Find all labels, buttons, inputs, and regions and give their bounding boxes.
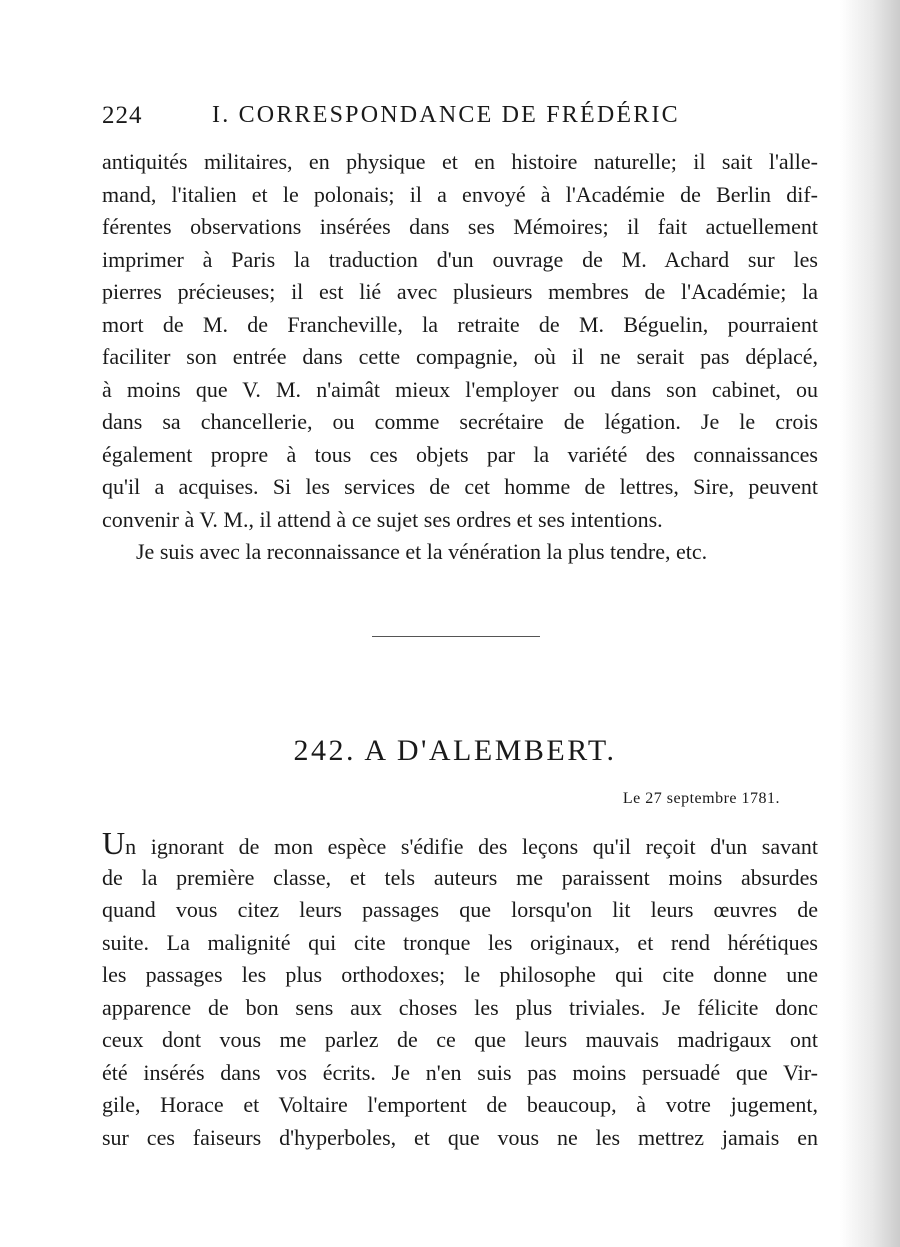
text-line: gile, Horace et Voltaire l'emportent de beaucoup, à votre jugement, <box>102 1092 818 1117</box>
closing-line: Je suis avec la reconnaissance et la vénération la plus tendre, etc. <box>136 539 708 564</box>
text-line: pierres précieuses; il est lié avec plusieurs membres de l'Académie; la <box>102 279 818 304</box>
text-line: à moins que V. M. n'aimât mieux l'employer ou dans son cabinet, ou <box>102 376 818 402</box>
text-line: imprimer à Paris la traduction d'un ouvrage de M. Achard sur les <box>102 246 818 272</box>
text-line: mand, l'italien et le polonais; il a envoyé à l'Académie de Berlin dif- <box>102 181 818 207</box>
text-line: apparence de bon sens aux choses les plus triviales. Je félicite donc <box>102 994 818 1020</box>
text-line: qu'il a acquises. Si les services de cet homme de lettres, Sire, peuvent <box>102 474 818 499</box>
text-line: ceux dont vous me parlez de ce que leurs mauvais madrigaux ont <box>102 1027 818 1052</box>
running-title: I. CORRESPONDANCE DE FRÉDÉRIC <box>212 102 680 128</box>
text-line: également propre à tous ces objets par la variété des connaissances <box>102 441 818 467</box>
letter-body <box>102 825 818 1154</box>
text-line: antiquités militaires, en physique et en histoire naturelle; il sait l'alle- <box>102 149 818 174</box>
text-line: les passages les plus orthodoxes; le philosophe qui cite donne une <box>102 962 818 987</box>
text-line: dans sa chancellerie, ou comme secrétaire de légation. Je le crois <box>102 409 818 434</box>
text-line: férentes observations insérées dans ses Mémoires; il fait actuellement <box>102 214 818 239</box>
text-line: mort de M. de Francheville, la retraite de M. Béguelin, pourraient <box>102 311 818 337</box>
text-line: suite. La malignité qui cite tronque les originaux, et rend hérétiques <box>102 929 818 955</box>
letter-date: Le 27 septembre 1781. <box>622 790 780 807</box>
text-line: de la première classe, et tels auteurs me paraissent moins absurdes <box>102 864 818 890</box>
text-line: quand vous citez leurs passages que lorsqu'on lit leurs œuvres de <box>102 897 818 922</box>
page-edge-shadow <box>840 0 900 1247</box>
drop-cap: U <box>102 825 126 861</box>
first-line-text: n ignorant de mon espèce s'édifie des leçons qu'il reçoit d'un savant <box>125 834 818 859</box>
page-number: 224 <box>102 102 143 129</box>
text-line: faciliter son entrée dans cette compagnie, où il ne serait pas déplacé, <box>102 344 818 369</box>
text-line: convenir à V. M., il attend à ce sujet ses ordres et ses intentions. <box>102 506 663 532</box>
running-head <box>102 100 822 134</box>
section-divider <box>372 636 540 637</box>
body-text-top <box>102 146 818 569</box>
letter-title: 242. A D'ALEMBERT. <box>293 734 617 767</box>
first-line <box>102 825 818 862</box>
text-line: été insérés dans vos écrits. Je n'en suis pas moins persuadé que Vir- <box>102 1059 818 1085</box>
text-line: sur ces faiseurs d'hyperboles, et que vous ne les mettrez jamais en <box>102 1124 818 1150</box>
